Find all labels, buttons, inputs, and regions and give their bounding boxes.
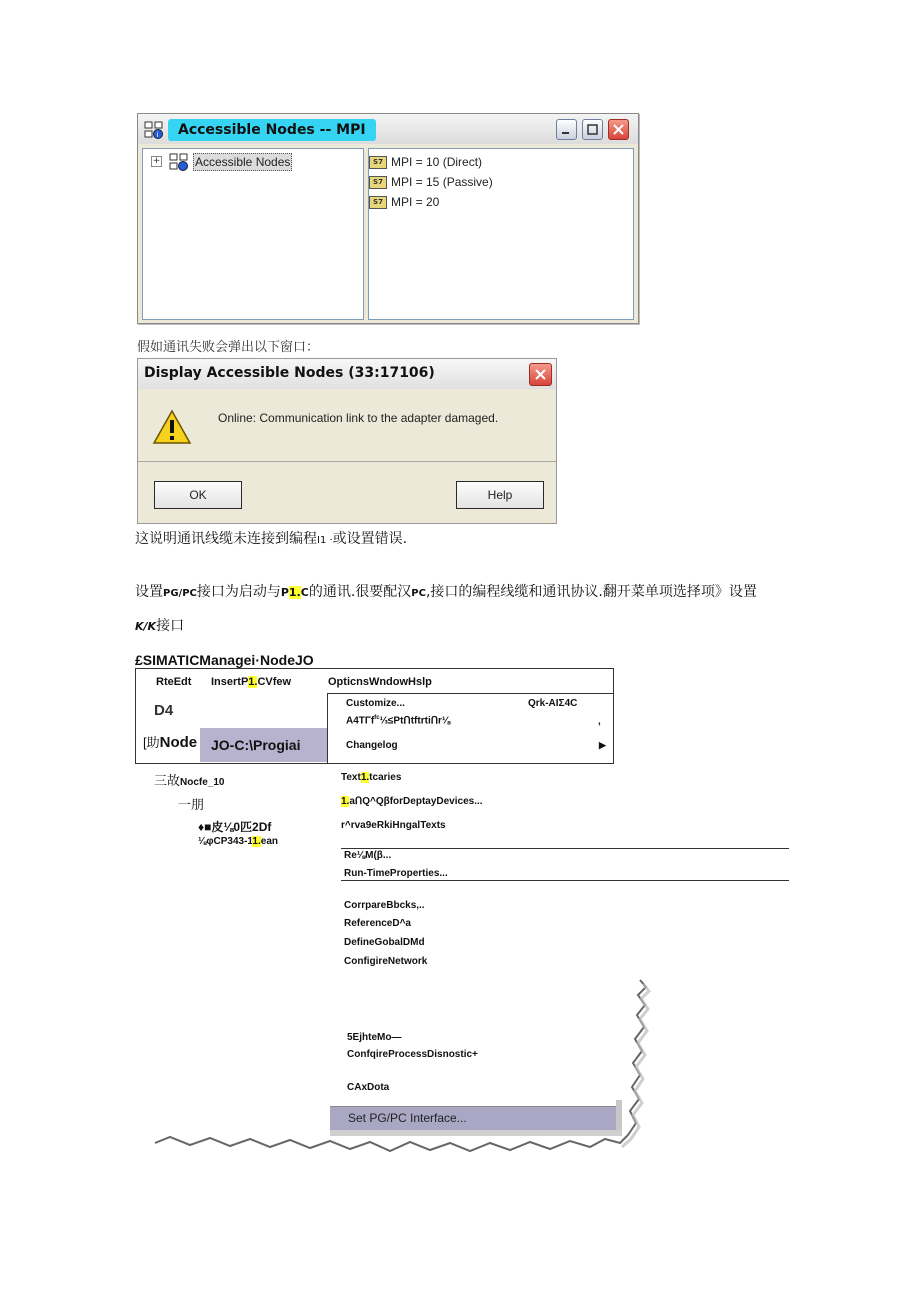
error-dialog (137, 358, 557, 524)
menu-item-cax-data[interactable]: CAxDota (347, 1082, 390, 1093)
window-title: Accessible Nodes -- MPI (168, 119, 376, 141)
menu-item-manage-texts[interactable]: r^rva9eRkiHngalTexts (341, 820, 446, 831)
tree-item-cp[interactable]: ⅛φCP343-11.ean (198, 836, 278, 847)
close-button[interactable] (529, 363, 552, 386)
dialog-message: Online: Communication link to the adapter damaged. (218, 411, 499, 425)
s7-station-icon: S7 (369, 176, 387, 189)
submenu-arrow-icon: ▶ (599, 740, 606, 750)
dialog-divider (138, 461, 556, 462)
menu-item-re[interactable]: Re⅛M(β... (344, 850, 392, 861)
simatic-heading: £SIMATICManagei·NodeJO (135, 652, 314, 668)
menu-insert-view[interactable]: InsertP1.CVfew (211, 676, 292, 688)
node-label: MPI = 10 (Direct) (391, 155, 483, 169)
window-title-bar[interactable] (138, 114, 638, 144)
menu-item-set-pg-pc-interface[interactable]: Set PG/PC Interface... (348, 1111, 467, 1125)
ok-button[interactable]: OK (154, 481, 242, 509)
help-button[interactable]: Help (456, 481, 544, 509)
maximize-button[interactable] (582, 119, 603, 140)
node-bracket-label: [助Node (143, 734, 198, 751)
s7-station-icon: S7 (369, 196, 387, 209)
menu-item-define-global-data[interactable]: DefineGobalDMd (344, 937, 425, 948)
menu-options-window-help[interactable]: OpticnsWndowHslp (328, 676, 432, 688)
svg-text:i: i (156, 131, 159, 139)
toolbar-label: D4 (154, 702, 174, 719)
tree-item-node[interactable]: 三故Nocfe_10 (154, 773, 225, 788)
menu-item-simulate-modules[interactable]: 5EjhteMo— (347, 1032, 402, 1043)
menu-item-configure-process-diagnostic[interactable]: ConfqireProcessDisnostic+ (347, 1049, 478, 1060)
separator (341, 848, 789, 849)
menu-item-configure-network[interactable]: ConfigireNetwork (344, 956, 428, 967)
failure-note: 假如通讯失败会弹出以下窗口： (137, 340, 320, 355)
dropdown-left-edge (327, 693, 328, 763)
cable-note: 这说明通讯线缆未连接到编程I1 ·或设置错误. (135, 531, 408, 547)
instruction-paragraph-end: K/K接口 (135, 618, 185, 634)
list-item[interactable] (369, 154, 482, 170)
instruction-paragraph: 设置PG/PC接口为启动与P1.C的通讯.很要配汉PC,接口的编程线缆和通讯协议.翻开菜单项选择项》设置 (135, 584, 757, 600)
minimize-button[interactable] (556, 119, 577, 140)
menu-item-display-devices[interactable]: 1.aՈQ^QβforDeptayDevices... (341, 796, 483, 807)
network-icon (169, 153, 189, 175)
dropdown-top (327, 693, 613, 694)
tree-item-folder[interactable]: 一朋 (178, 797, 205, 812)
expand-icon[interactable]: + (152, 156, 161, 166)
tree-root-accessible-nodes[interactable]: Accessible Nodes (195, 155, 291, 169)
list-item[interactable] (369, 174, 493, 190)
menu-item-reference-data[interactable]: ReferenceD^a (344, 918, 411, 929)
menu-item-changelog[interactable]: Changelog (346, 740, 398, 751)
menu-file-edit[interactable]: RteEdt (156, 676, 192, 688)
dialog-title: Display Accessible Nodes (33:17106) (144, 365, 435, 381)
comma-mark: , (598, 716, 601, 727)
separator (341, 880, 789, 881)
node-label: MPI = 15 (Passive) (391, 175, 493, 189)
menu-item-customize[interactable]: Customize... (346, 698, 405, 709)
menu-item-second[interactable]: A4TΓf$^{fc}$⅓≤PtՈtftrtiՈr⅛ (346, 715, 451, 727)
shortcut-label: Qrk-AIΣ4C (528, 698, 578, 709)
menu-item-runtime-properties[interactable]: Run-TimeProperties... (344, 868, 448, 879)
close-button[interactable] (608, 119, 629, 140)
tree-item-station[interactable]: ♦■皮⅛0匹2Df (198, 820, 272, 834)
node-label: MPI = 20 (391, 195, 440, 209)
dropdown-shadow (330, 1130, 622, 1136)
list-item[interactable] (369, 194, 439, 210)
project-path: JO-C:\Progiai (211, 737, 301, 753)
tree-pane[interactable] (142, 148, 364, 320)
menu-item-compare-blocks[interactable]: CorrpareBbcks,.. (344, 900, 425, 911)
node-list-pane[interactable] (368, 148, 634, 320)
s7-station-icon: S7 (369, 156, 387, 169)
accessible-nodes-window (137, 113, 639, 324)
warning-icon (152, 409, 192, 449)
torn-edge-outline (150, 975, 660, 1165)
dialog-title-bar[interactable] (138, 359, 556, 389)
menu-item-text-libraries[interactable]: Text1.tcaries (341, 772, 402, 783)
network-icon (144, 121, 164, 143)
